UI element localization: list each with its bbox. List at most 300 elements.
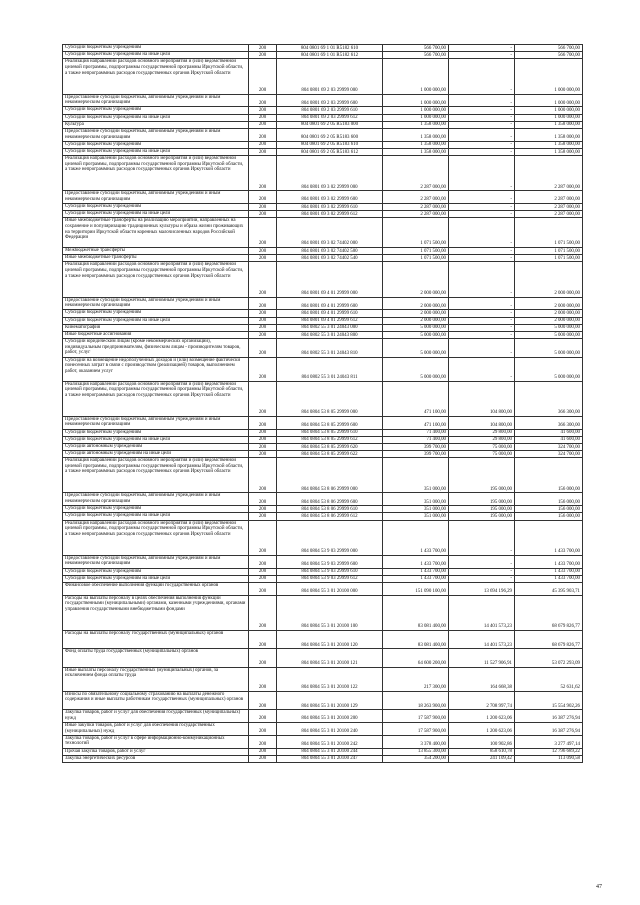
row-name: Субсидии бюджетным учреждениям на иные цели [63,436,249,443]
row-remaining: 1 000 000,00 [515,114,583,121]
table-row [63,710,583,723]
row-approved: 1 433 700,00 [383,555,449,568]
row-executed: 1 200 623,06 [449,710,515,723]
row-code: 200 [249,416,277,429]
row-remaining: 5 000 000,00 [515,324,583,331]
table-row [63,451,583,458]
row-name: Закупка товаров, работ и услуг в сфере информационно-коммуникационных технологий [63,735,249,748]
row-code: 200 [249,513,277,520]
row-approved: 151 090 100,00 [383,583,449,596]
table-row [63,493,583,506]
row-kbk: 804 0804 53 8 05 29999 610 [277,429,383,436]
row-code: 200 [249,520,277,555]
table-row [63,555,583,568]
row-remaining: 5 000 000,00 [515,331,583,338]
row-name: Иные выплаты персоналу государственных (муниципальных) органов, за исключением фонда оплаты труда [63,667,249,691]
row-executed: - [449,114,515,121]
table-row [63,324,583,331]
row-name: Взносы по обязательному социальному страхованию на выплаты денежного содержания и иные выплаты работникам государственных (муниципальных) органов [63,691,249,709]
table-row [63,691,583,709]
row-code: 200 [249,191,277,204]
row-name: Субсидии автономным учреждениям на иные цели [63,451,249,458]
row-code: 200 [249,595,277,630]
table-row [63,513,583,520]
table-row [63,211,583,218]
budget-table [62,44,583,763]
row-name: Предоставление субсидий бюджетным, автономным учреждениям и иным некоммерческим организациям [63,94,249,107]
table-row [63,436,583,443]
row-executed: 104 800,00 [449,416,515,429]
row-name: Предоставление субсидий бюджетным, автономным учреждениям и иным некоммерческим организациям [63,297,249,310]
row-remaining: 1 071 500,00 [515,255,583,262]
row-remaining: 52 631,62 [515,667,583,691]
row-executed: - [449,59,515,94]
row-kbk: 804 0802 55 3 01 24043 811 [277,357,383,381]
row-approved: 351 000,00 [383,458,449,493]
row-remaining: 1 433 700,00 [515,575,583,582]
row-code: 200 [249,141,277,148]
row-remaining: 3 277 497,14 [515,735,583,748]
row-code: 200 [249,59,277,94]
table-row [63,583,583,596]
row-name: Субсидии бюджетным учреждениям на иные цели [63,114,249,121]
row-kbk: 804 0804 53 8 05 29999 000 [277,381,383,416]
row-kbk: 804 0804 55 3 01 20100 240 [277,722,383,735]
row-name: Реализация направлений расходов основного мероприятия и (или) ведомственной целевой программы, подпрограммы государственной программы Иркутской области, а также непрограммных расходов государственных органов Иркутской области [63,458,249,493]
row-code: 200 [249,128,277,141]
table-row [63,520,583,555]
row-executed: 195 000,00 [449,458,515,493]
table-row [63,443,583,450]
row-kbk: 804 0804 55 3 01 20100 100 [277,595,383,630]
row-remaining: 366 300,00 [515,416,583,429]
row-kbk: 804 0804 55 3 01 20100 200 [277,710,383,723]
row-approved: 1 358 000,00 [383,121,449,128]
row-approved: 471 100,00 [383,416,449,429]
row-name: Субсидии бюджетным учреждениям на иные цели [63,148,249,155]
row-name: Субсидии бюджетным учреждениям [63,568,249,575]
row-code: 200 [249,506,277,513]
row-code: 200 [249,735,277,748]
row-approved: 399 700,00 [383,443,449,450]
row-kbk: 804 0804 55 3 01 20100 000 [277,583,383,596]
row-name: Предоставление субсидий бюджетным, автономным учреждениям и иным некоммерческим организациям [63,555,249,568]
row-remaining: 1 071 500,00 [515,248,583,255]
row-executed: - [449,141,515,148]
table-row [63,191,583,204]
table-row [63,248,583,255]
row-code: 200 [249,156,277,191]
row-remaining: 156 000,00 [515,493,583,506]
row-kbk: 804 0804 55 3 01 20100 242 [277,735,383,748]
row-approved: 5 000 000,00 [383,324,449,331]
row-code: 200 [249,204,277,211]
table-row [63,156,583,191]
row-executed: 14 401 573,23 [449,630,515,648]
row-code: 200 [249,107,277,114]
row-remaining: 41 600,00 [515,436,583,443]
row-executed: - [449,204,515,211]
row-kbk: 804 0801 69 1 01 R5182 612 [277,52,383,59]
table-row [63,141,583,148]
row-code: 200 [249,114,277,121]
table-row [63,748,583,755]
table-row [63,667,583,691]
row-name: Реализация направлений расходов основного мероприятия и (или) ведомственной целевой программы, подпрограммы государственной программы Иркутской области, а также непрограммных расходов государственных органов Иркутской области [63,59,249,94]
row-remaining: 156 000,00 [515,506,583,513]
row-executed: - [449,297,515,310]
row-approved: 83 081 400,00 [383,595,449,630]
row-kbk: 804 0801 69 2 05 R5183 612 [277,148,383,155]
row-approved: 1 071 500,00 [383,255,449,262]
row-approved: 351 000,00 [383,513,449,520]
row-code: 200 [249,710,277,723]
row-executed: - [449,52,515,59]
row-approved: 1 000 000,00 [383,107,449,114]
row-code: 200 [249,262,277,297]
row-code: 200 [249,310,277,317]
row-code: 200 [249,52,277,59]
row-code: 200 [249,443,277,450]
row-kbk: 804 0804 53 9 03 29999 612 [277,575,383,582]
row-executed: 13 694 196,29 [449,583,515,596]
row-kbk: 804 0804 53 8 06 29999 600 [277,493,383,506]
row-name: Субсидии автономным учреждениям [63,443,249,450]
row-kbk: 804 0804 53 9 03 29999 000 [277,520,383,555]
row-code: 200 [249,381,277,416]
row-remaining: 1 000 000,00 [515,107,583,114]
row-name: Субсидии бюджетным учреждениям [63,429,249,436]
row-kbk: 804 0804 53 8 06 29999 612 [277,513,383,520]
row-approved: 1 358 000,00 [383,141,449,148]
row-executed: 100 902,86 [449,735,515,748]
row-name: Реализация направлений расходов основного мероприятия и (или) ведомственной целевой программы, подпрограммы государственной программы Иркутской области, а также непрограммных расходов государственных органов Иркутской области [63,262,249,297]
row-approved: 71 400,00 [383,429,449,436]
row-code: 200 [249,649,277,667]
row-name: Прочая закупка товаров, работ и услуг [63,748,249,755]
table-row [63,262,583,297]
row-name: Реализация направлений расходов основного мероприятия и (или) ведомственной целевой программы, подпрограммы государственной программы Иркутской области, а также непрограммных расходов государственных органов Иркутской области [63,381,249,416]
row-kbk: 804 0801 69 3 02 74402 500 [277,248,383,255]
row-kbk: 804 0801 69 3 02 29999 610 [277,204,383,211]
row-approved: 83 081 400,00 [383,630,449,648]
row-remaining: 53 072 293,09 [515,649,583,667]
row-name: Расходы на выплаты персоналу в целях обеспечения выполнения функций государственными (муниципальными) органами, казенными учреждениями, органами управления государственными внебюджетными фондами [63,595,249,630]
row-kbk: 804 0804 55 3 01 20100 120 [277,630,383,648]
row-executed: - [449,310,515,317]
row-kbk: 804 0801 69 2 03 29999 610 [277,107,383,114]
row-approved: 5 000 000,00 [383,339,449,357]
row-name: Предоставление субсидий бюджетным, автономным учреждениям и иным некоммерческим организациям [63,191,249,204]
row-approved: 3 378 400,00 [383,735,449,748]
row-executed: 195 000,00 [449,493,515,506]
row-approved: 13 855 300,00 [383,748,449,755]
row-remaining: 324 700,00 [515,443,583,450]
row-executed: - [449,555,515,568]
row-approved: 1 000 000,00 [383,114,449,121]
row-code: 200 [249,458,277,493]
table-row [63,297,583,310]
row-approved: 5 000 000,00 [383,331,449,338]
row-remaining: 566 700,00 [515,52,583,59]
table-row [63,107,583,114]
table-row [63,568,583,575]
row-remaining: 68 679 826,77 [515,595,583,630]
table-row [63,121,583,128]
row-code: 200 [249,94,277,107]
row-name: Реализация направлений расходов основного мероприятия и (или) ведомственной целевой программы, подпрограммы государственной программы Иркутской области, а также непрограммных расходов государственных органов Иркутской области [63,156,249,191]
row-code: 200 [249,255,277,262]
row-remaining: 2 000 000,00 [515,297,583,310]
row-approved: 566 700,00 [383,45,449,52]
row-code: 200 [249,583,277,596]
row-code: 200 [249,667,277,691]
row-name: Иные межбюджетные трансферты [63,255,249,262]
table-row [63,575,583,582]
row-name: Субсидии бюджетным учреждениям [63,141,249,148]
row-name: Межбюджетные трансферты [63,248,249,255]
row-approved: 2 000 000,00 [383,310,449,317]
table-row [63,128,583,141]
table-row [63,595,583,630]
row-remaining: 2 287 000,00 [515,156,583,191]
row-executed: - [449,218,515,248]
row-remaining: 156 000,00 [515,458,583,493]
row-executed: 29 800,00 [449,429,515,436]
row-executed: 104 800,00 [449,381,515,416]
row-name: Финансовое обеспечение выполнения функций государственных органов [63,583,249,596]
row-approved: 354 200,00 [383,755,449,762]
row-kbk: 804 0804 53 8 05 29999 612 [277,436,383,443]
row-remaining: 2 287 000,00 [515,204,583,211]
table-row [63,94,583,107]
row-approved: 5 000 000,00 [383,357,449,381]
row-approved: 2 000 000,00 [383,262,449,297]
row-name: Культура [63,121,249,128]
row-code: 200 [249,248,277,255]
row-remaining: 366 300,00 [515,381,583,416]
row-remaining: 5 000 000,00 [515,339,583,357]
row-kbk: 804 0801 69 3 02 74402 000 [277,218,383,248]
row-approved: 1 433 700,00 [383,568,449,575]
row-remaining: 15 554 902,26 [515,691,583,709]
row-executed: 75 000,00 [449,451,515,458]
row-remaining: 2 000 000,00 [515,317,583,324]
table-row [63,148,583,155]
row-approved: 351 000,00 [383,506,449,513]
row-executed: - [449,248,515,255]
row-name: Субсидии бюджетным учреждениям на иные цели [63,575,249,582]
row-code: 200 [249,568,277,575]
row-remaining: 324 700,00 [515,451,583,458]
row-remaining: 1 358 000,00 [515,121,583,128]
row-name: Закупка энергетических ресурсов [63,755,249,762]
row-kbk: 804 0804 55 3 01 20100 122 [277,667,383,691]
row-remaining: 566 700,00 [515,45,583,52]
row-remaining: 1 433 700,00 [515,520,583,555]
row-kbk: 804 0801 69 2 05 R5183 610 [277,141,383,148]
row-approved: 71 400,00 [383,436,449,443]
row-executed: - [449,255,515,262]
row-name: Закупка товаров, работ и услуг для обеспечения государственных (муниципальных) нужд [63,710,249,723]
row-approved: 1 358 000,00 [383,148,449,155]
table-row [63,429,583,436]
table-row [63,735,583,748]
row-kbk: 804 0802 55 3 01 24043 000 [277,324,383,331]
row-executed: - [449,156,515,191]
row-code: 200 [249,451,277,458]
row-executed: 1 200 623,06 [449,722,515,735]
row-code: 200 [249,331,277,338]
row-remaining: 1 071 500,00 [515,218,583,248]
row-kbk: 804 0804 53 8 06 29999 610 [277,506,383,513]
row-code: 200 [249,297,277,310]
table-row [63,218,583,248]
row-name: Иные межбюджетные трансферты на реализацию мероприятий, направленных на сохранение и популяризацию традиционных культуры и образа жизни проживающих на территории Иркутской области коренных малочисленных народов Российской Федерации [63,218,249,248]
row-approved: 217 300,00 [383,667,449,691]
row-name: Фонд оплаты труда государственных (муниципальных) органов [63,649,249,667]
row-remaining: 16 387 276,94 [515,722,583,735]
row-executed: - [449,324,515,331]
table-row [63,114,583,121]
row-remaining: 2 000 000,00 [515,310,583,317]
row-code: 200 [249,429,277,436]
row-name: Субсидии бюджетным учреждениям [63,45,249,52]
row-executed: 14 401 573,23 [449,595,515,630]
row-code: 200 [249,575,277,582]
row-approved: 399 700,00 [383,451,449,458]
row-kbk: 804 0804 53 8 05 29999 622 [277,451,383,458]
row-kbk: 804 0804 53 8 05 29999 620 [277,443,383,450]
row-name: Субсидии на возмещение недополученных доходов и (или) возмещение фактически понесенных затрат в связи с производством (реализацией) товаров, выполнением работ, оказанием услуг [63,357,249,381]
row-kbk: 804 0804 55 3 01 20100 244 [277,748,383,755]
row-executed: - [449,45,515,52]
table-row [63,755,583,762]
row-code: 200 [249,211,277,218]
table-row [63,59,583,94]
row-approved: 2 000 000,00 [383,297,449,310]
row-code: 200 [249,339,277,357]
row-kbk: 804 0801 69 2 03 29999 612 [277,114,383,121]
row-kbk: 804 0801 69 3 02 74402 540 [277,255,383,262]
row-executed: 858 610,78 [449,748,515,755]
row-approved: 351 000,00 [383,493,449,506]
row-kbk: 804 0804 55 3 01 20100 121 [277,649,383,667]
row-kbk: 804 0804 53 9 03 29999 610 [277,568,383,575]
table-row [63,357,583,381]
row-code: 200 [249,148,277,155]
row-executed: 11 527 906,91 [449,649,515,667]
row-name: Предоставление субсидий бюджетным, автономным учреждениям и иным некоммерческим организациям [63,493,249,506]
row-kbk: 804 0801 69 2 05 R5183 600 [277,128,383,141]
row-executed: - [449,317,515,324]
row-kbk: 804 0801 69 2 03 29999 000 [277,59,383,94]
row-name: Субсидии бюджетным учреждениям [63,506,249,513]
row-kbk: 804 0802 55 3 01 24043 810 [277,339,383,357]
table-row [63,310,583,317]
table-row [63,381,583,416]
row-remaining: 1 000 000,00 [515,94,583,107]
row-executed: - [449,357,515,381]
row-kbk: 804 0801 69 4 01 29999 610 [277,310,383,317]
row-approved: 1 358 000,00 [383,128,449,141]
row-kbk: 804 0801 69 3 02 29999 600 [277,191,383,204]
budget-table-sheet [62,44,582,763]
row-executed: - [449,339,515,357]
row-approved: 2 287 000,00 [383,156,449,191]
row-remaining: 45 395 903,71 [515,583,583,596]
row-code: 200 [249,317,277,324]
row-remaining: 1 000 000,00 [515,59,583,94]
row-kbk: 804 0804 55 3 01 20100 129 [277,691,383,709]
row-executed: - [449,191,515,204]
row-approved: 2 287 000,00 [383,191,449,204]
row-approved: 17 587 900,00 [383,722,449,735]
row-executed: - [449,128,515,141]
row-remaining: 2 000 000,00 [515,262,583,297]
row-remaining: 1 433 700,00 [515,555,583,568]
row-executed: - [449,262,515,297]
row-executed: 195 000,00 [449,506,515,513]
row-remaining: 113 090,58 [515,755,583,762]
table-row [63,255,583,262]
row-approved: 1 000 000,00 [383,94,449,107]
row-code: 200 [249,722,277,735]
row-executed: - [449,575,515,582]
row-executed: 2 708 997,74 [449,691,515,709]
table-row [63,649,583,667]
budget-table-body [63,45,583,763]
row-kbk: 804 0801 69 4 01 29999 600 [277,297,383,310]
row-executed: - [449,520,515,555]
row-kbk: 804 0804 53 8 06 29999 000 [277,458,383,493]
row-approved: 2 287 000,00 [383,204,449,211]
row-name: Иные закупки товаров, работ и услуг для обеспечения государственных (муниципальных) нужд [63,722,249,735]
row-approved: 1 071 500,00 [383,248,449,255]
row-remaining: 5 000 000,00 [515,357,583,381]
row-name: Субсидии бюджетным учреждениям на иные цели [63,211,249,218]
row-kbk: 804 0801 69 2 03 29999 600 [277,94,383,107]
row-remaining: 2 287 000,00 [515,211,583,218]
row-executed: - [449,94,515,107]
table-row [63,45,583,52]
row-approved: 566 700,00 [383,52,449,59]
table-row [63,722,583,735]
row-executed: - [449,121,515,128]
row-executed: 241 109,42 [449,755,515,762]
row-code: 200 [249,45,277,52]
row-executed: 195 000,00 [449,513,515,520]
table-row [63,52,583,59]
row-name: Субсидии бюджетным учреждениям [63,107,249,114]
row-code: 200 [249,218,277,248]
row-code: 200 [249,436,277,443]
row-kbk: 804 0804 53 8 05 29999 600 [277,416,383,429]
row-executed: - [449,107,515,114]
row-name: Субсидии бюджетным учреждениям на иные цели [63,317,249,324]
row-code: 200 [249,630,277,648]
row-remaining: 2 287 000,00 [515,191,583,204]
row-name: Предоставление субсидий бюджетным, автономным учреждениям и иным некоммерческим организациям [63,416,249,429]
row-approved: 2 287 000,00 [383,211,449,218]
row-approved: 2 000 000,00 [383,317,449,324]
table-row [63,204,583,211]
row-name: Субсидии бюджетным учреждениям [63,310,249,317]
row-name: Субсидии бюджетным учреждениям на иные цели [63,52,249,59]
row-remaining: 1 358 000,00 [515,128,583,141]
row-code: 200 [249,493,277,506]
row-name: Субсидии юридическим лицам (кроме некоммерческих организаций), индивидуальным предпринимателям, физическим лицам - производителям товаров, работ, услуг [63,339,249,357]
